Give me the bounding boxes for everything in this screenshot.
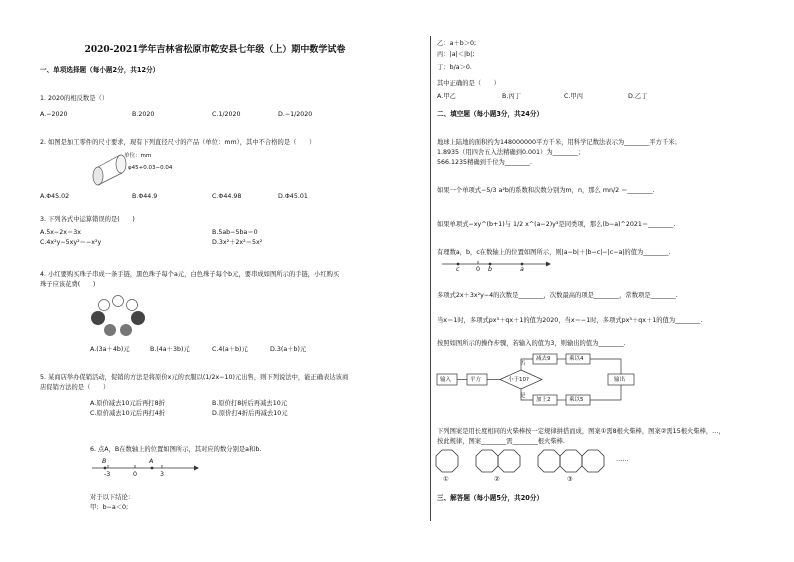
q6-question: 其中正确的是（ ） — [437, 80, 500, 87]
flow-square-box: 平方 — [470, 377, 482, 383]
flow-multiply5-box: 乘以5 — [569, 397, 584, 403]
q4-stem-line2: 珠子应该花费( ) — [40, 281, 96, 288]
fill4-label-a: a — [520, 266, 524, 273]
section-2-heading: 二、填空题（每小题3分，共24分） — [437, 110, 544, 118]
q1-option-c: C.1/2020 — [212, 111, 241, 118]
pattern-label-2: ② — [494, 476, 500, 483]
q2-option-b: B.Φ44.9 — [132, 193, 158, 200]
fill4-text: 有理数a，b，c在数轴上的位置如图所示，则|a−b|＋|b−c|−|c−a|的值为________. — [437, 249, 671, 256]
fill4-label-c: c — [456, 266, 460, 273]
q6-tick-3: 3 — [160, 471, 165, 478]
q3-option-b: B.5ab−5ba＝0 — [212, 229, 258, 236]
q6-point-b-label: B — [102, 458, 107, 465]
q6-option-a: A.甲乙 — [437, 93, 456, 100]
q6-point-a-label: A — [149, 458, 154, 465]
q2-option-d: D.Φ45.01 — [278, 193, 308, 200]
q5-option-d: D.原价打4折后再减去10元 — [212, 410, 288, 417]
q3-option-a: A.5x−2x＝3x — [40, 229, 81, 236]
flow-output-box: 输出 — [614, 377, 626, 383]
q5-stem-line2: 店促销方法的是（ ） — [40, 384, 110, 391]
fill1-line3: 566.1235精确到千位为________. — [437, 159, 533, 166]
pattern-label-3: ③ — [567, 476, 573, 483]
flow-no-label: 否 — [520, 361, 526, 367]
q6-tick-0: 0 — [133, 471, 138, 478]
q2-option-c: C.Φ44.98 — [212, 193, 242, 200]
q6-option-d: D.乙丁 — [628, 93, 648, 100]
q6-tick-minus3: -3 — [104, 471, 111, 478]
pattern-ellipsis: …… — [616, 456, 629, 463]
q1-option-d: D.−1/2020 — [278, 111, 313, 118]
q5-stem-line1: 5. 某商店举办促销活动，促销的方法是将原价x元的衣服以(1/2x−10)元出售，则下列说法中，能正确表达该商 — [40, 374, 349, 381]
fill8-line1: 下列图案是用长度相同的火柴棒按一定规律拼搭而成，图案①需8根火柴棒，图案②需15根火柴棒，…， — [437, 428, 725, 435]
q5-option-c: C.原价减去10元后再打4折 — [90, 410, 166, 417]
q4-option-b: B.(4a＋3b)元 — [150, 346, 190, 353]
section-3-heading: 三、解答题（每小题5分，共20分） — [437, 494, 544, 502]
q6-option-b: B.丙丁 — [502, 93, 521, 100]
page-title: 2020-2021学年吉林省松原市乾安县七年级（上）期中数学试卷 — [84, 45, 346, 55]
flow-multiply4-box: 乘以4 — [569, 356, 584, 362]
flow-subtract-box: 减去9 — [536, 356, 551, 362]
fill4-label-b: b — [488, 266, 492, 273]
fill8-line2: 按此规律，图案________需________根火柴棒. — [437, 438, 565, 445]
q6-text-line1: 对于以下结论： — [90, 494, 135, 501]
q4-option-c: C.4(a＋b)元 — [212, 346, 248, 353]
q4-option-d: D.3(a＋b)元 — [270, 346, 307, 353]
fill7-text: 按照如图所示的操作步骤，若输入的值为3，则输出的值为________. — [437, 340, 626, 347]
fill2-text: 如果一个单项式−5/3 a²b的系数和次数分别为m，n，那么 mn/2 ＝________. — [437, 187, 655, 194]
q6-number-line — [90, 456, 200, 484]
q6-stem: 6. 点A，B在数轴上的位置如图所示，其对应的数分别是a和b. — [90, 446, 262, 453]
q5-option-a: A.原价减去10元后再打8折 — [90, 400, 165, 407]
section-1-heading: 一、单项选择题（每小题2分，共12分） — [40, 66, 160, 74]
column-divider — [430, 36, 431, 521]
q2-stem: 2. 如图是加工零件的尺寸要求，现有下列直径尺寸的产品（单位：mm），其中不合格的是（ ） — [40, 139, 316, 146]
q4-option-a: A.(3a＋4b)元 — [90, 346, 130, 353]
q2-option-a: A.Φ45.02 — [40, 193, 70, 200]
q2-figure-dimension: φ45+0.03−0.04 — [128, 165, 173, 171]
q1-option-a: A.−2020 — [40, 111, 68, 118]
q6-option-c: C.甲丙 — [564, 93, 583, 100]
q2-figure-unit: 单位：mm — [124, 153, 152, 159]
q1-option-b: B.2020 — [132, 111, 155, 118]
q3-option-c: C.4x²y−5xy²＝−x²y — [40, 239, 102, 246]
flow-condition-diamond: 小于10? — [508, 377, 529, 383]
fill3-text: 如果单项式−xy^(b+1)与 1/2 x^(a−2)y³是同类项，那么(b−a)^2021＝________. — [437, 221, 676, 228]
matchstick-pattern-figure — [436, 448, 636, 478]
q5-option-b: B.原价打8折后再减去10元 — [212, 400, 288, 407]
fill1-line2: 1.8935（用四舍五入法精确到0.001）为________； — [437, 149, 585, 156]
q3-stem: 3. 下列各式中运算错误的是( ) — [40, 216, 135, 223]
pattern-label-1: ① — [443, 476, 449, 483]
fill6-text: 当x＝1时，多项式px³＋qx＋1的值为2020，当x＝−1时，多项式px³＋qx＋1的值为________. — [437, 317, 703, 324]
q4-stem-line1: 4. 小红要购买珠子串成一条手链，黑色珠子每个a元，白色珠子每个b元，要串成如图所示的手链，小红购买 — [40, 271, 340, 278]
q1-stem: 1. 2020的相反数是（） — [40, 95, 109, 102]
q6-statement-yi: 乙：a＋b＞0; — [437, 40, 477, 47]
flow-yes-label: 是 — [520, 393, 526, 399]
bead-bracelet-figure — [88, 294, 148, 338]
flow-input-box: 输入 — [440, 377, 452, 383]
q3-option-d: D.3x²＋2x²＝5x² — [212, 239, 263, 246]
fill4-label-0: 0 — [476, 266, 481, 273]
q6-statement-ding: 丁：b/a＞0. — [437, 64, 472, 71]
q6-text-line2: 甲：b−a＜0; — [90, 504, 129, 511]
q6-statement-bing: 丙：|a|＜|b|; — [437, 51, 475, 58]
fill1-line1: 地球上陆地的面积约为148000000平方千米，用科学记数法表示为________平方千米； — [437, 139, 681, 146]
flow-add-box: 加上2 — [536, 397, 551, 403]
fill5-text: 多项式2x＋3x²y−4的次数是________，次数最高的项是________，常数项是________. — [437, 292, 678, 299]
